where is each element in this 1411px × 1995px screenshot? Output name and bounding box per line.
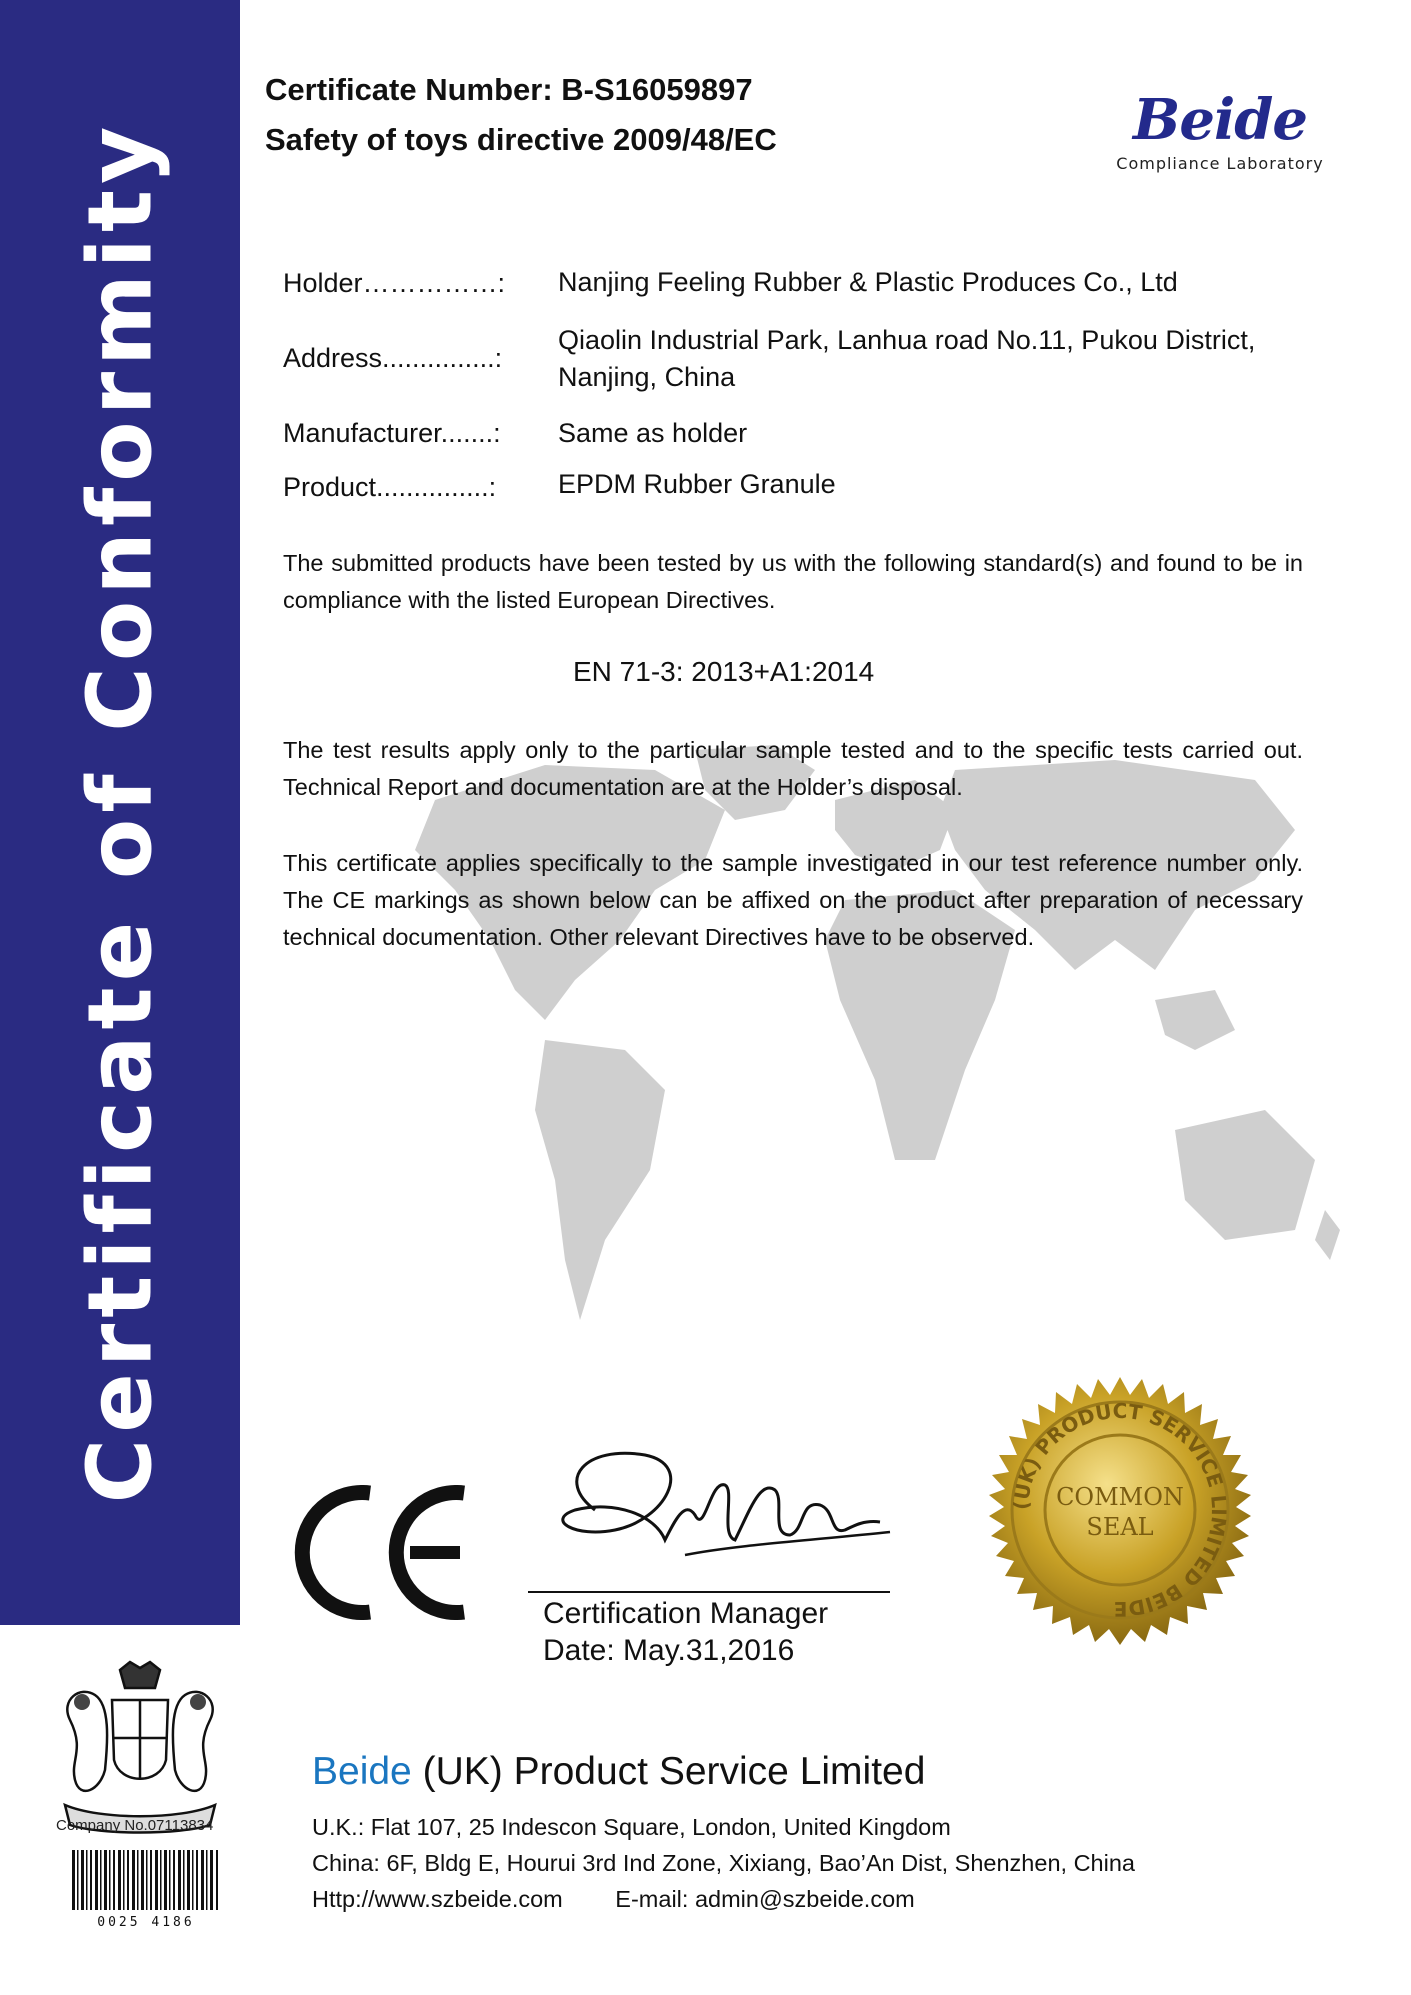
company-number [56, 1817, 213, 1834]
address-line-2: Nanjing, China [558, 362, 736, 392]
signature-line [528, 1591, 890, 1593]
holder-label: Holder……………: [283, 268, 506, 298]
compliance-intro: The submitted products have been tested by us with the following standard(s) and found to be in compliance with the listed European Directives. [283, 550, 1303, 613]
logo-subtitle: Compliance Laboratory [1116, 154, 1324, 173]
beide-logo [1095, 87, 1345, 173]
seal-ring-text: (UK) PRODUCT SERVICE LIMITED BEIDE [1008, 1398, 1232, 1622]
manufacturer-label: Manufacturer.......: [283, 418, 501, 448]
manufacturer-value: Same as holder [558, 418, 748, 448]
email-link[interactable]: E-mail: admin@szbeide.com [615, 1886, 915, 1912]
contact-line [312, 1886, 915, 1913]
common-seal [985, 1375, 1255, 1645]
company-number-label: Company No. [56, 1817, 148, 1834]
holder-value: Nanjing Feeling Rubber & Plastic Produces Co., Ltd [558, 267, 1178, 297]
product-value: EPDM Rubber Granule [558, 469, 836, 499]
certificate-number: Certificate Number: B-S16059897 [265, 72, 753, 107]
uk-address: U.K.: Flat 107, 25 Indescon Square, London, United Kingdom [312, 1814, 951, 1840]
directive-title: Safety of toys directive 2009/48/EC [265, 122, 777, 157]
seal-center-line-2: SEAL [1086, 1513, 1154, 1541]
address-label: Address...............: [283, 343, 503, 373]
results-paragraph: The test results apply only to the particular sample tested and to the specific tests carried out. Technical Report and documentation are at the Holder’s disposal. [283, 737, 1303, 800]
signature-image [535, 1440, 900, 1580]
sidebar-band [0, 0, 240, 1625]
standard-reference: EN 71-3: 2013+A1:2014 [573, 656, 875, 687]
address-line-1: Qiaolin Industrial Park, Lanhua road No.11, Pukou District, [558, 325, 1256, 355]
vertical-title: Certificate of Conformity [68, 120, 172, 1504]
barcode-digits: 0025 4186 [97, 1915, 195, 1928]
company-name [312, 1750, 925, 1794]
ce-mark-icon [292, 1485, 474, 1620]
website-link[interactable]: Http://www.szbeide.com [312, 1886, 563, 1912]
company-number-value: 07113834 [147, 1817, 214, 1834]
logo-wordmark: Beide [1132, 87, 1308, 153]
product-label: Product...............: [283, 472, 497, 502]
seal-center-line-1: COMMON [1056, 1483, 1184, 1511]
certificate-date: Date: May.31,2016 [543, 1634, 795, 1667]
barcode-image [72, 1850, 220, 1928]
applicability-paragraph: This certificate applies specifically to the sample investigated in our test reference number only. The CE markings as shown below can be affixed on the product after preparation of necessary technical documentation. Other relevant Directives have to be observed. [283, 850, 1303, 950]
world-map-watermark [395, 740, 1345, 1360]
royal-crest-icon [50, 1660, 230, 1835]
company-brand: Beide [312, 1750, 412, 1793]
company-name-rest: (UK) Product Service Limited [411, 1750, 926, 1793]
signer-title: Certification Manager [543, 1597, 829, 1630]
china-address: China: 6F, Bldg E, Hourui 3rd Ind Zone, Xixiang, Bao’An Dist, Shenzhen, China [312, 1850, 1135, 1876]
